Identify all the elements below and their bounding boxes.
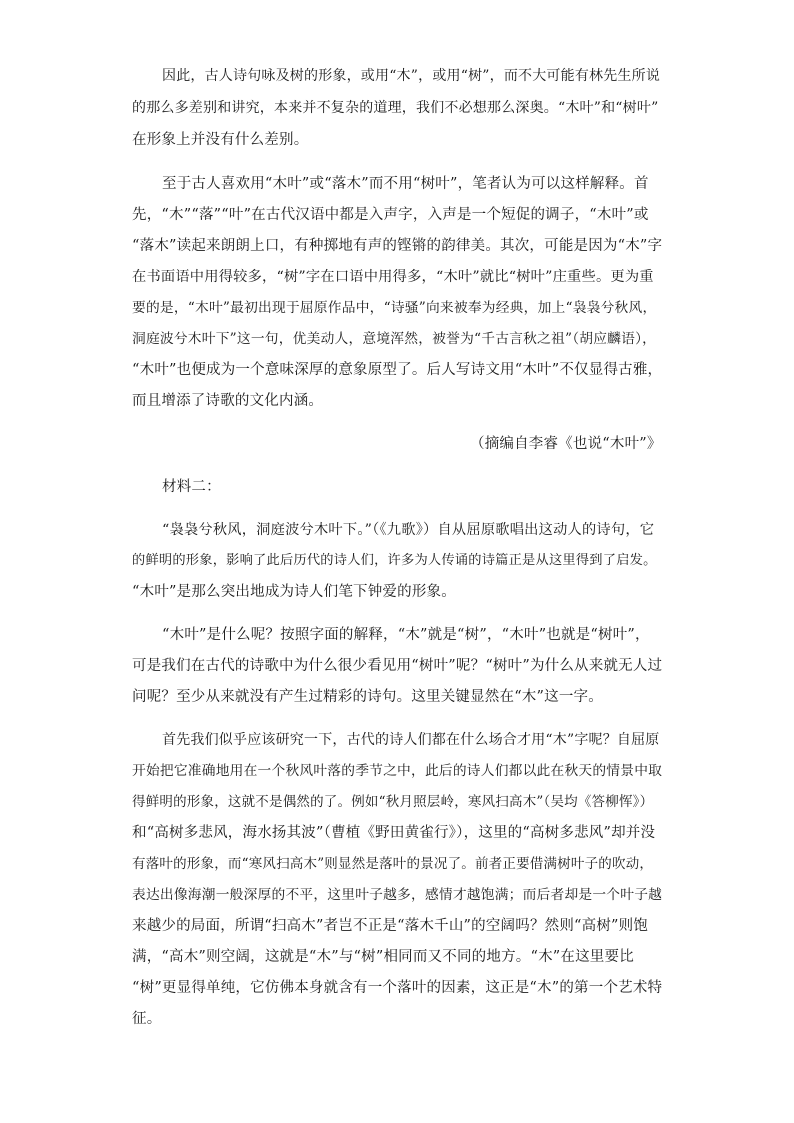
- paragraph-2-line-2: 先，“木”“落”“叶”在古代汉语中都是入声字，入声是一个短促的调子，“木叶”或: [132, 207, 649, 223]
- paragraph-5-line-3: 得鲜明的形象，这就不是偶然的了。例如“秋月照层岭，寒风扫高木”（吴均《答柳恽》）: [132, 794, 654, 810]
- paragraph-2-line-7: “木叶”也便成为一个意味深厚的意象原型了。后人写诗文用“木叶”不仅显得古雅，: [132, 362, 663, 378]
- paragraph-1-line-3: 在形象上并没有什么差别。: [132, 132, 309, 148]
- paragraph-3-line-2: 的鲜明的形象，影响了此后历代的诗人们，许多为人传诵的诗篇正是从这里得到了启发。: [132, 553, 657, 568]
- paragraph-3-line-3: “木叶”是那么突出地成为诗人们笔下钟爱的形象。: [132, 584, 456, 600]
- paragraph-5-line-6: 表达出像海潮一般深厚的不平，这里叶子越多，感情才越饱满；而后者却是一个叶子越: [132, 887, 663, 903]
- paragraph-2-line-3: “落木”读起来朗朗上口，有种掷地有声的铿锵的韵律美。其次，可能是因为“木”字: [132, 238, 663, 254]
- material-heading: 材料二：: [162, 479, 221, 495]
- paragraph-5-line-9: “树”更显得单纯，它仿佛本身就含有一个落叶的因素，这正是“木”的第一个艺术特: [132, 980, 663, 996]
- paragraph-5-line-1: 首先我们似乎应该研究一下，古代的诗人们都在什么场合才用“木”字呢？自屈原: [162, 732, 660, 748]
- paragraph-3-line-1: “袅袅兮秋风，洞庭波兮木叶下。”（《九歌》）自从屈原歌唱出这动人的诗句，它: [162, 522, 655, 538]
- paragraph-5-line-4: 和“高树多悲风，海水扬其波”（曹植《野田黄雀行》），这里的“高树多悲风”却并没: [132, 825, 656, 841]
- paragraph-4-line-2: 可是我们在古代的诗歌中为什么很少看见用“树叶”呢？“树叶”为什么从来就无人过: [132, 658, 663, 674]
- paragraph-5-line-5: 有落叶的形象，而“寒风扫高木”则显然是落叶的景况了。前者正要借满树叶子的吹动，: [132, 856, 654, 872]
- paragraph-4-line-1: “木叶”是什么呢？按照字面的解释，“木”就是“树”，“木叶”也就是“树叶”，: [162, 627, 650, 643]
- paragraph-1-line-2: 的那么多差别和讲究，本来并不复杂的道理，我们不必想那么深奥。“木叶”和“树叶”: [132, 100, 659, 116]
- paragraph-5-line-10: 征。: [132, 1011, 162, 1027]
- citation: （摘编自李睿《也说“木叶”》: [470, 436, 662, 452]
- paragraph-2-line-8: 而且增添了诗歌的文化内涵。: [132, 393, 324, 409]
- paragraph-5-line-2: 开始把它准确地用在一个秋风叶落的季节之中，此后的诗人们都以此在秋天的情景中取: [132, 763, 663, 779]
- paragraph-2-line-5: 要的是，“木叶”最初出现于屈原作品中，“诗骚”向来被奉为经典，加上“袅袅兮秋风，: [132, 300, 657, 316]
- paragraph-4-line-3: 问呢？至少从来就没有产生过精彩的诗句。这里关键显然在“木”这一字。: [132, 689, 603, 705]
- paragraph-5-line-8: 满，“高木”则空阔，这就是“木”与“树”相同而又不同的地方。“木”在这里要比: [132, 949, 634, 965]
- paragraph-1-line-1: 因此，古人诗句咏及树的形象，或用“木”，或用“树”，而不大可能有林先生所说: [162, 68, 661, 84]
- paragraph-5-line-7: 来越少的局面，所谓“扫高木”者岂不正是“落木千山”的空阔吗？然则“高树”则饱: [132, 918, 649, 934]
- paragraph-2-line-6: 洞庭波兮木叶下”这一句，优美动人，意境浑然，被誉为“千古言秋之祖”（胡应麟语），: [132, 331, 657, 347]
- paragraph-2-line-4: 在书面语中用得较多，“树”字在口语中用得多，“木叶”就比“树叶”庄重些。更为重: [132, 269, 654, 285]
- paragraph-2-line-1: 至于古人喜欢用“木叶”或“落木”而不用“树叶”，笔者认为可以这样解释。首: [162, 176, 649, 192]
